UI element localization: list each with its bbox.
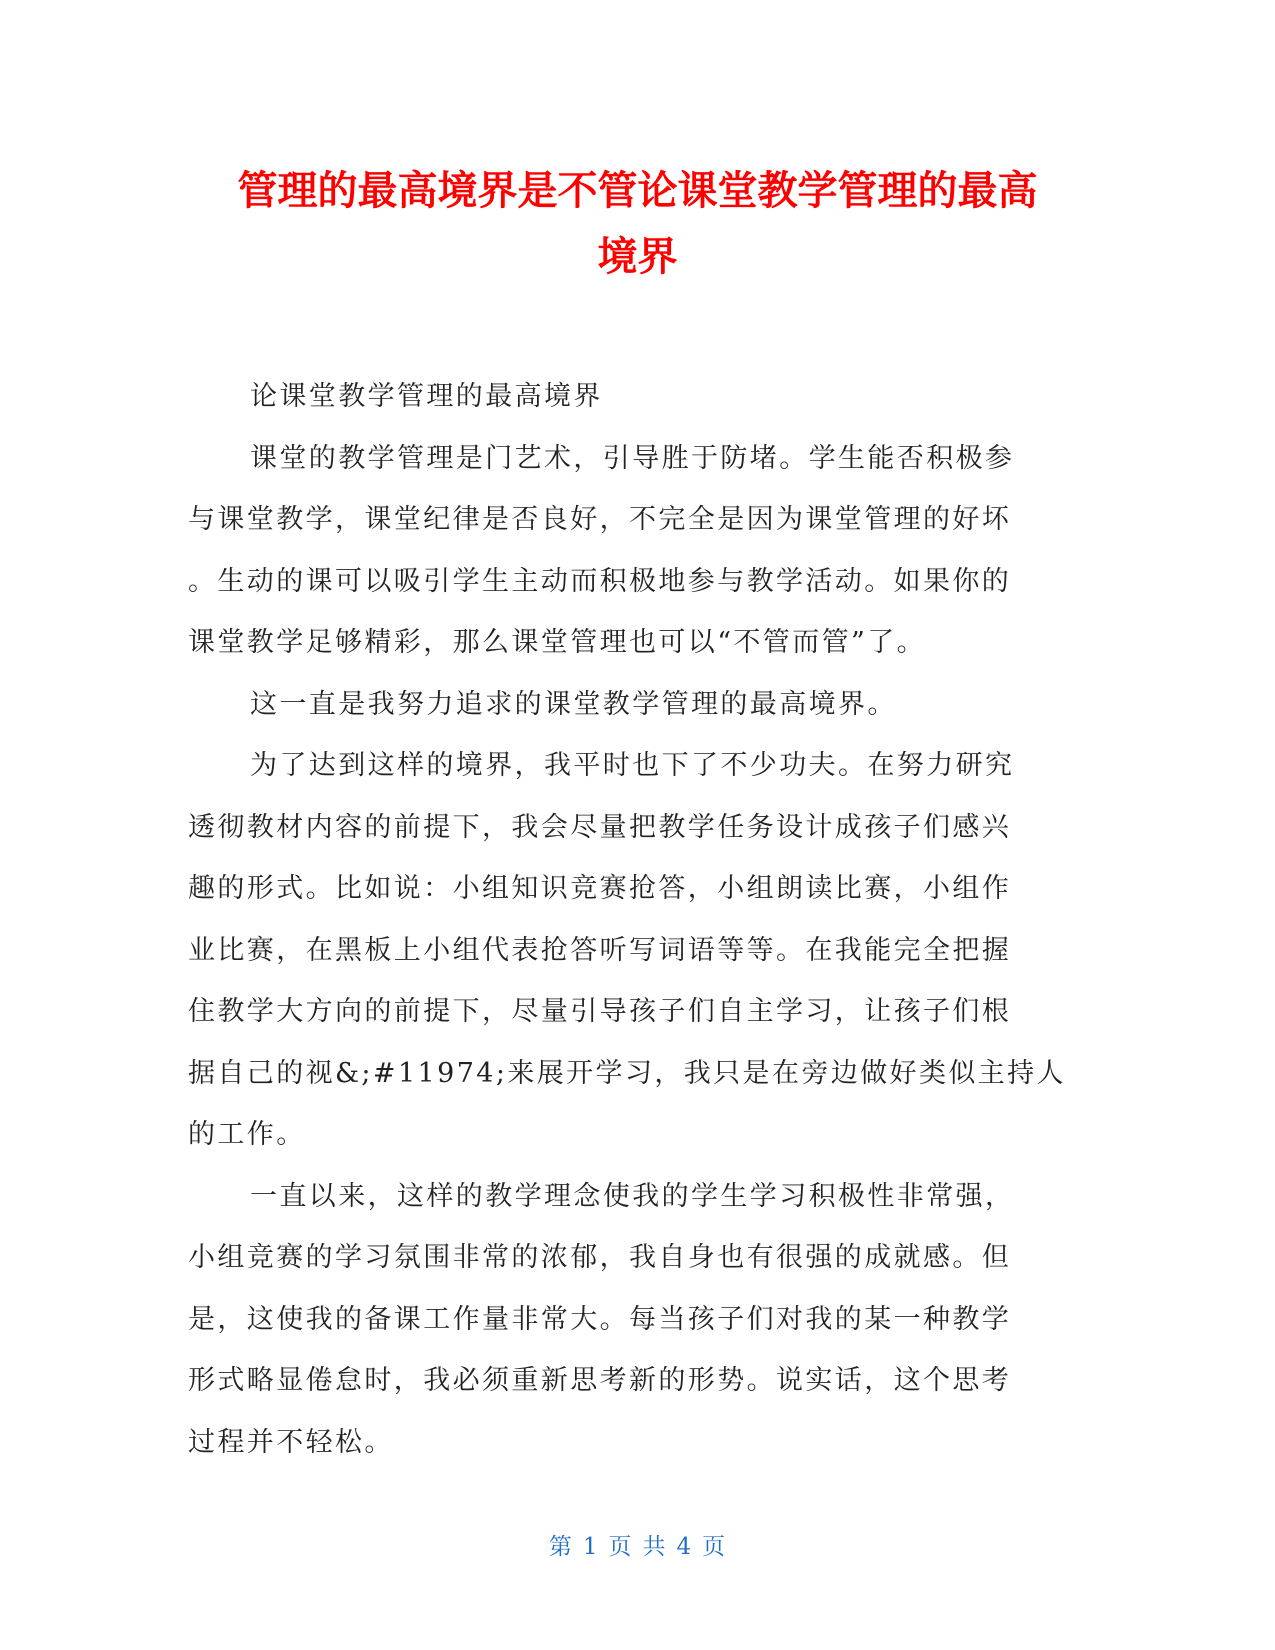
text-line: 小组竞赛的学习氛围非常的浓郁，我自身也有很强的成就感。但 [188,1242,1012,1273]
text-line: 趣的形式。比如说：小组知识竞赛抢答，小组朗读比赛，小组作 [188,873,1012,904]
document-title [180,158,1095,290]
text-line: 与课堂教学，课堂纪律是否良好，不完全是因为课堂管理的好坏 [188,504,1012,535]
page-number-footer [0,1532,1275,1562]
text-line: 这一直是我努力追求的课堂教学管理的最高境界。 [250,688,897,720]
footer-label-di: 第 [548,1534,573,1560]
paragraph [188,674,1088,736]
text-line: 一直以来，这样的教学理念使我的学生学习积极性非常强， [250,1180,1015,1212]
text-line: 形式略显倦怠时，我必须重新思考新的形势。说实话，这个思考 [188,1365,1012,1396]
paragraph [188,428,1088,674]
footer-label-ye-2: 页 [702,1534,727,1560]
total-pages-number: 4 [676,1534,693,1560]
current-page-number: 1 [582,1534,599,1560]
text-line: 透彻教材内容的前提下，我会尽量把教学任务设计成孩子们感兴 [188,811,1012,843]
text-line: 课堂的教学管理是门艺术，引导胜于防堵。学生能否积极参 [250,442,1015,474]
footer-label-gong: 共 [642,1534,667,1560]
title-line-2: 境界 [597,234,678,280]
text-line: 为了达到这样的境界，我平时也下了不少功夫。在努力研究 [250,750,1015,781]
document-body [188,366,1088,1473]
title-line-1: 管理的最高境界是不管论课堂教学管理的最高 [237,168,1038,214]
text-line: 住教学大方向的前提下，尽量引导孩子们自主学习，让孩子们根 [188,996,1012,1027]
text-line: 的工作。 [188,1119,306,1150]
text-line: 据自己的视&;#11974;来展开学习，我只是在旁边做好类似主持人 [188,1057,1066,1089]
text-line: 过程并不轻松。 [188,1426,394,1458]
text-line: 课堂教学足够精彩，那么课堂管理也可以“不管而管”了。 [188,627,927,658]
paragraph-subtitle [188,366,1088,428]
text-line: 论课堂教学管理的最高境界 [250,381,603,412]
text-line: 业比赛，在黑板上小组代表抢答听写词语等等。在我能完全把握 [188,934,1012,966]
paragraph [188,1166,1088,1474]
paragraph [188,735,1088,1166]
text-line: 。生动的课可以吸引学生主动而积极地参与教学活动。如果你的 [188,565,1012,597]
text-line: 是，这使我的备课工作量非常大。每当孩子们对我的某一种教学 [188,1303,1012,1335]
footer-label-ye: 页 [608,1534,633,1560]
